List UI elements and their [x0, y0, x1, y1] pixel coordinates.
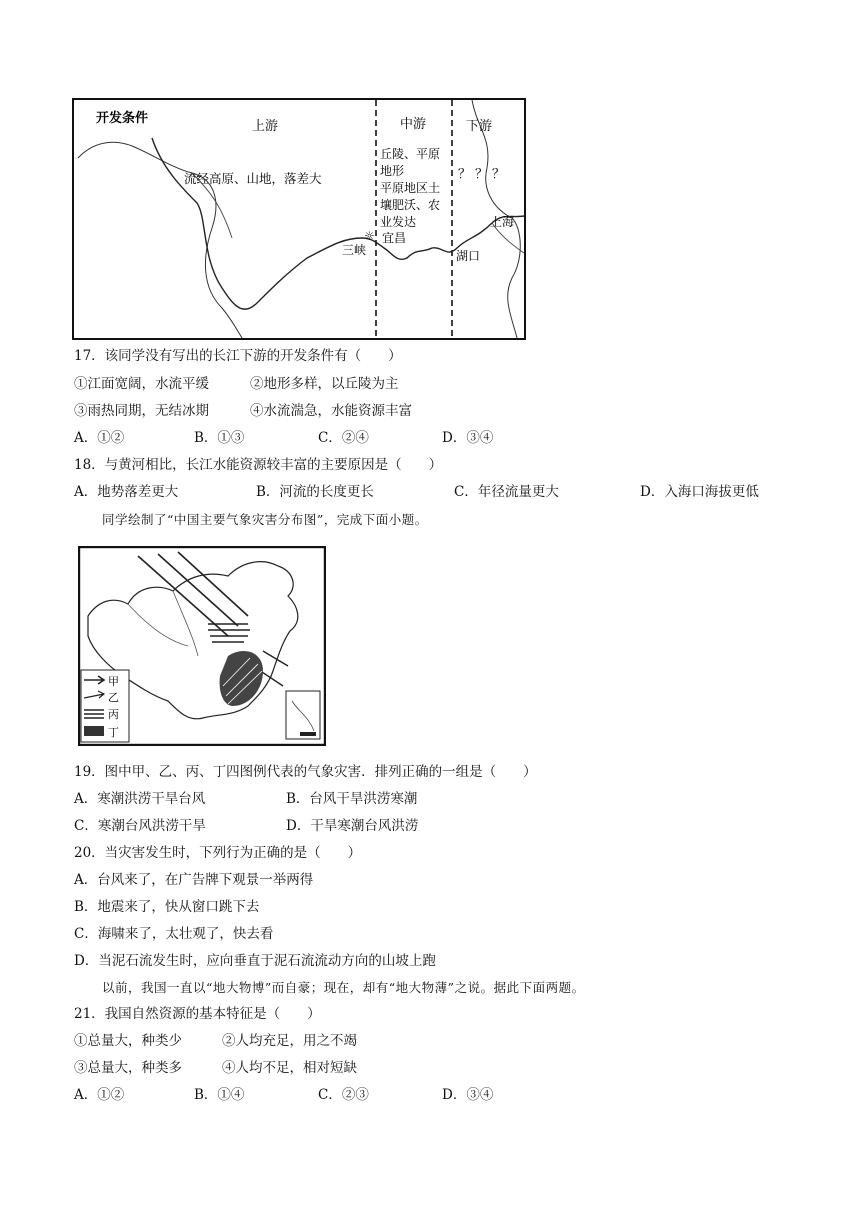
midstream-label: 中游	[400, 117, 427, 132]
q17-answer-c[interactable]: C．②④	[318, 430, 369, 446]
intro-text: 以前，我国一直以“地大物博”而自豪；现在，却有“地大物薄”之说。据此下面两题。	[102, 980, 585, 995]
q20-answer-c[interactable]: C．海啸来了，太壮观了，快去看	[74, 926, 274, 942]
q17-answer-d[interactable]: D．③④	[442, 430, 494, 446]
legend-label-bing: 丙	[108, 708, 119, 721]
legend-label-jia: 甲	[108, 675, 119, 688]
downstream-label: 下游	[466, 119, 493, 134]
mid-desc-line: 壤肥沃、农	[380, 198, 441, 212]
upstream-desc: 流经高原、山地，落差大	[184, 171, 322, 186]
upstream-label: 上游	[252, 119, 279, 134]
q18-stem: 18．与黄河相比，长江水能资源较丰富的主要原因是（ ）	[74, 457, 443, 473]
q20-answer-d[interactable]: D．当泥石流发生时，应向垂直于泥石流流动方向的山坡上跑	[74, 953, 436, 969]
q17-stem: 17．该同学没有写出的长江下游的开发条件有（ ）	[74, 348, 402, 364]
q21-answer-c[interactable]: C．②③	[318, 1087, 369, 1103]
legend-label-ding: 丁	[108, 726, 119, 739]
mid-desc-line: 丘陵、平原	[380, 147, 441, 161]
q17-answer-b[interactable]: B．①③	[194, 430, 245, 446]
q21-option: ③总量大，种类多	[74, 1060, 182, 1076]
downstream-desc: ？？？	[458, 167, 510, 182]
q19-answer-b[interactable]: B．台风干旱洪涝寒潮	[286, 791, 418, 807]
shanghai-label: 上海	[490, 215, 515, 229]
disaster-map	[78, 546, 326, 746]
q18-answer-c[interactable]: C．年径流量更大	[454, 484, 559, 500]
q19-stem: 19．图中甲、乙、丙、丁四图例代表的气象灾害．排列正确的一组是（ ）	[74, 764, 537, 780]
q17-option: ④水流湍急，水能资源丰富	[250, 403, 412, 419]
q21-option: ④人均不足，相对短缺	[222, 1060, 357, 1076]
map-heading: 开发条件	[96, 111, 149, 126]
mid-desc-line: 业发达	[380, 215, 417, 229]
mid-desc-line: 地形	[380, 164, 405, 178]
three-gorges-label: 三峡	[342, 243, 367, 257]
q17-option: ②地形多样，以丘陵为主	[250, 376, 399, 392]
q18-answer-b[interactable]: B．河流的长度更长	[256, 484, 374, 500]
q18-answer-d[interactable]: D．入海口海拔更低	[640, 484, 759, 500]
hukou-label: 湖口	[456, 249, 481, 263]
q20-stem: 20．当灾害发生时，下列行为正确的是（ ）	[74, 845, 362, 861]
q18-answer-a[interactable]: A．地势落差更大	[74, 484, 179, 500]
legend-label-yi: 乙	[108, 691, 119, 704]
q17-option: ③雨热同期，无结冰期	[74, 403, 209, 419]
q19-answer-a[interactable]: A．寒潮洪涝干旱台风	[74, 791, 206, 807]
q17-answer-a[interactable]: A．①②	[74, 430, 125, 446]
yichang-label: 宜昌	[382, 231, 407, 245]
q21-answer-b[interactable]: B．①④	[194, 1087, 245, 1103]
q20-answer-b[interactable]: B．地震来了，快从窗口跳下去	[74, 899, 260, 915]
q17-option: ①江面宽阔，水流平缓	[74, 376, 209, 392]
q21-answer-d[interactable]: D．③④	[442, 1087, 494, 1103]
q21-option: ②人均充足，用之不竭	[222, 1033, 357, 1049]
q21-option: ①总量大，种类少	[74, 1033, 182, 1049]
intro-text: 同学绘制了“中国主要气象灾害分布图”，完成下面小题。	[102, 512, 428, 527]
q20-answer-a[interactable]: A．台风来了，在广告牌下观景一举两得	[74, 872, 314, 888]
q19-answer-c[interactable]: C．寒潮台风洪涝干旱	[74, 818, 206, 834]
yangtze-map	[72, 98, 526, 340]
star-icon: ☼	[364, 229, 375, 243]
q19-answer-d[interactable]: D．干旱寒潮台风洪涝	[286, 818, 419, 834]
q21-stem: 21．我国自然资源的基本特征是（ ）	[74, 1006, 321, 1022]
q21-answer-a[interactable]: A．①②	[74, 1087, 125, 1103]
mid-desc-line: 平原地区土	[380, 181, 441, 195]
